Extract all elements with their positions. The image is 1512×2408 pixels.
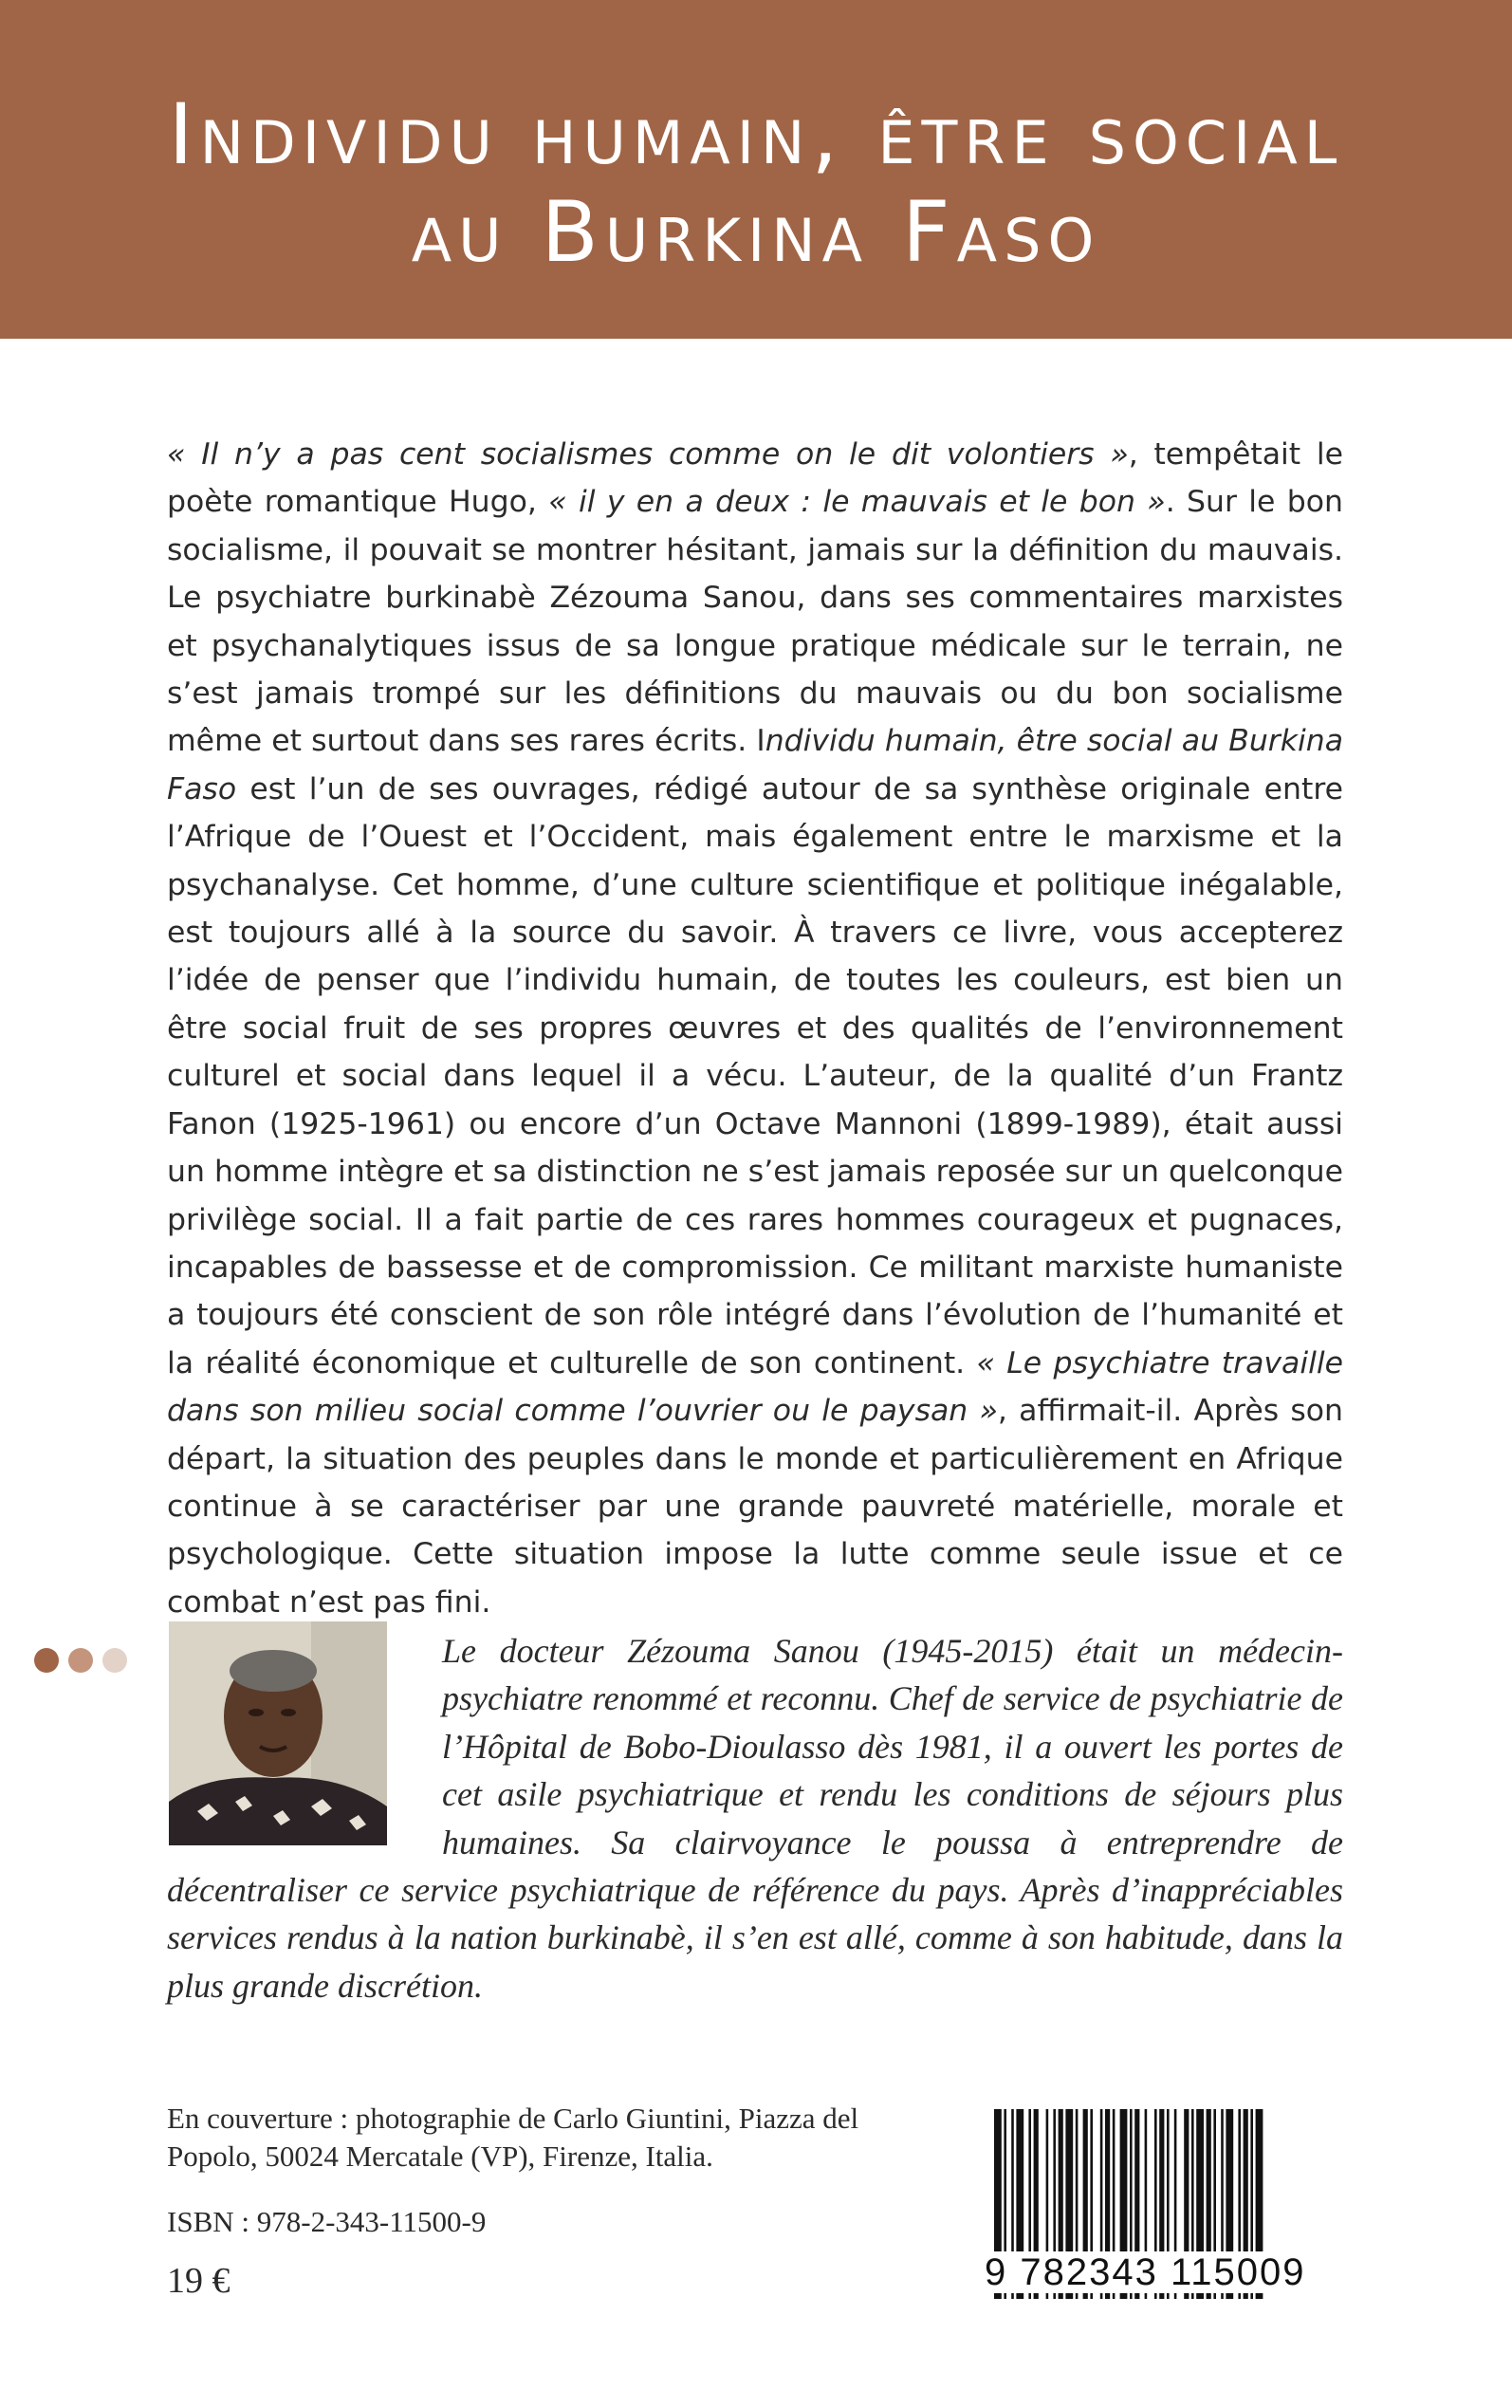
blurb-segment: . Sur le bon socialisme, il pouvait se montrer hésitant, jamais sur la définition du mauvais. Le psychiatre burkinabè Zézouma Sanou, dans ses commentaires marxistes et psychanalytiques issus de sa longue pratique médicale sur le terrain, ne s’est jamais trompé sur les définitions du mauvais ou du bon socialisme même et surtout dans ses rares écrits. I [167,485,1343,759]
blurb-segment: « il y en a deux : le mauvais et le bon » [548,485,1166,520]
price: 19 € [167,2261,230,2301]
photo-spacer [167,1627,442,1864]
back-cover-blurb [167,431,1343,1626]
blurb-segment: , affirmait-il. Après son départ, la situation des peuples dans le monde et particulièrement en Afrique continue à se caractériser par une grande pauvreté matérielle, morale et psychologique. Cette situation impose la lutte comme seule issue et ce combat n’est pas fini. [167,1394,1343,1620]
author-bio [167,1627,1343,2010]
title-line-2: au Burkina Faso [411,183,1101,281]
dot-1 [34,1648,59,1673]
blurb-segment: « Il n’y a pas cent socialismes comme on le dit volontiers » [167,437,1129,472]
blurb-segment: « Le psychiatre travaille dans son milieu social comme l’ouvrier ou le paysan » [167,1345,1343,1429]
title-line-1: Individu humain, être social [168,85,1344,183]
title-band [0,0,1512,339]
blurb-segment: ndividu humain, être social au Burkina Faso [167,724,1343,806]
barcode [986,2109,1347,2306]
blurb-segment: est l’un de ses ouvrages, rédigé autour de sa synthèse originale entre l’Afrique de l’Ouest et l’Occident, mais également entre le marxisme et la psychanalyse. Cet homme, d’une culture scientifique et politique inégalable, est toujours allé à la source du savoir. À travers ce livre, vous accepterez l’idée de penser que l’individu humain, de toutes les couleurs, est bien un être social fruit de ses propres œuvres et des qualités de l’environnement culturel et social dans lequel il a vécu. L’auteur, de la qualité d’un Frantz Fanon (1925-1961) ou encore d’un Octave Mannoni (1899-1989), était aussi un homme intègre et sa distinction ne s’est jamais reposée sur un quelconque privilège social. Il a fait partie de ces rares hommes courageux et pugnaces, incapables de bassesse et de compromission. Ce militant marxiste humaniste a toujours été conscient de son rôle intégré dans l’évolution de l’humanité et la réalité économique et culturelle de son continent. [167,771,1343,1380]
isbn: ISBN : 978-2-343-11500-9 [167,2205,487,2238]
cover-credit: En couverture : photographie de Carlo Giuntini, Piazza del Popolo, 50024 Mercatale (VP), Firenze, Italia. [167,2102,859,2173]
blurb-segment: , tempêtait le poète romantique Hugo, [167,437,1344,520]
author-bio-text: Le docteur Zézouma Sanou (1945-2015) était un médecin-psychiatre renommé et reconnu. Chef de service de psychiatrie de l’Hôpital de Bobo-Dioulasso dès 1981, il a ouvert les portes de cet asile psychiatrique et rendu les conditions de séjours plus humaines. Sa clairvoyance le poussa à entreprendre de décentraliser ce service psychiatrique de référence du pays. Après d’inappréciables services rendus à la nation burkinabè, il s’en est allé, comme à son habitude, dans la plus grande discrétion. [167,1632,1343,2005]
dot-3 [102,1648,127,1673]
barcode-digits: 9 782343 115009 [981,2251,1387,2293]
dot-2 [68,1648,93,1673]
